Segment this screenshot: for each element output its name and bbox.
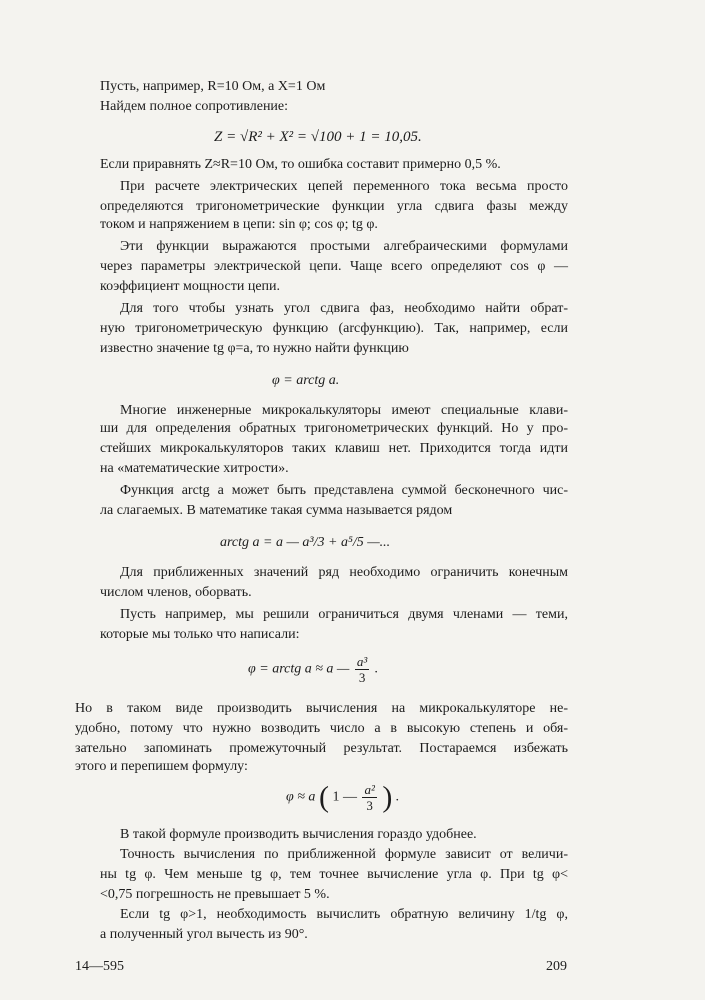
text-line: удобно, потому что нужно возводить число a в высокую степень и обя- [75, 721, 568, 736]
text-line: Найдем полное сопротивление: [100, 99, 289, 114]
formula-rewritten-end: . [395, 789, 400, 805]
formula-arctg: φ = arctg a. [272, 373, 340, 388]
fraction-numerator: a³ [356, 654, 368, 669]
fraction-denominator: 3 [366, 798, 373, 813]
text-line: Пусть например, мы решили ограничиться двумя членами — теми, [120, 607, 568, 622]
text-line: Для приближенных значений ряд необходимо ограничить конечным [120, 565, 568, 580]
close-paren: ) [382, 780, 393, 814]
formula-approx-end: . [374, 661, 379, 677]
text-line: Если приравнять Z≈R=10 Ом, то ошибка составит примерно 0,5 %. [100, 157, 501, 172]
fraction-numerator: a² [364, 782, 375, 797]
text-line: стейших микрокалькуляторов таких клавиш нет. Приходится тогда идти [100, 441, 568, 456]
formula-series: arctg a = a — a³/3 + a⁵/5 —... [220, 535, 391, 550]
text-line: известно значение tg φ=a, то нужно найти функцию [100, 341, 409, 356]
text-line: ла слагаемых. В математике такая сумма называется рядом [100, 503, 453, 518]
text-line: ную тригонометрическую функцию (arсфункцию). Так, например, если [100, 321, 568, 336]
text-line: током и напряжением в цепи: sin φ; cos φ; tg φ. [100, 217, 378, 232]
text-line: коэффициент мощности цепи. [100, 279, 281, 294]
text-line: которые мы только что написали: [100, 627, 300, 642]
fraction [362, 782, 376, 813]
fraction-denominator: 3 [358, 670, 366, 685]
text-line: Для того чтобы узнать угол сдвига фаз, необходимо найти обрат- [120, 301, 568, 316]
text-line: ши для определения обратных тригонометрических функций. Но у про- [100, 421, 568, 436]
text-line: Многие инженерные микрокалькуляторы имеют специальные клави- [120, 403, 568, 418]
text-line: <0,75 погрешность не превышает 5 %. [100, 887, 330, 902]
formula-approx [248, 654, 378, 685]
page-number: 209 [546, 959, 567, 974]
text-line: через параметры электрической цепи. Чаще всего определяют cos φ — [100, 259, 568, 274]
formula-rewritten [286, 782, 399, 813]
formula-one: 1 — [332, 789, 357, 805]
text-line: При расчете электрических цепей переменного тока весьма просто [120, 179, 568, 194]
text-line: Функция arctg a может быть представлена суммой бесконечного чис- [120, 483, 568, 498]
text-line: определяются тригонометрические функции угла сдвига фазы между [100, 199, 568, 214]
printer-signature: 14—595 [75, 959, 124, 974]
text-line: Если tg φ>1, необходимость вычислить обратную величину 1/tg φ, [120, 907, 568, 922]
text-line: а полученный угол вычесть из 90°. [100, 927, 308, 942]
text-line: Но в таком виде производить вычисления на микрокалькуляторе не- [75, 701, 568, 716]
text-line: этого и перепишем формулу: [75, 759, 248, 774]
formula-rewritten-left: φ ≈ a [286, 789, 316, 805]
text-line: зательно запоминать промежуточный результат. Постараемся избежать [75, 741, 568, 756]
text-line: ны tg φ. Чем меньше tg φ, тем точнее вычисление угла φ. При tg φ< [100, 867, 568, 882]
formula-approx-left: φ = arctg a ≈ a — [248, 661, 350, 677]
formula-impedance: Z = √R² + X² = √100 + 1 = 10,05. [214, 129, 422, 145]
text-line: на «математические хитрости». [100, 461, 289, 476]
text-line: Точность вычисления по приближенной формуле зависит от величи- [120, 847, 568, 862]
text-line: В такой формуле производить вычисления гораздо удобнее. [120, 827, 477, 842]
fraction [355, 654, 369, 685]
open-paren: ( [318, 780, 329, 814]
text-line: числом членов, оборвать. [100, 585, 252, 600]
text-line: Эти функции выражаются простыми алгебраическими формулами [120, 239, 568, 254]
text-line: Пусть, например, R=10 Ом, а X=1 Ом [100, 79, 326, 94]
